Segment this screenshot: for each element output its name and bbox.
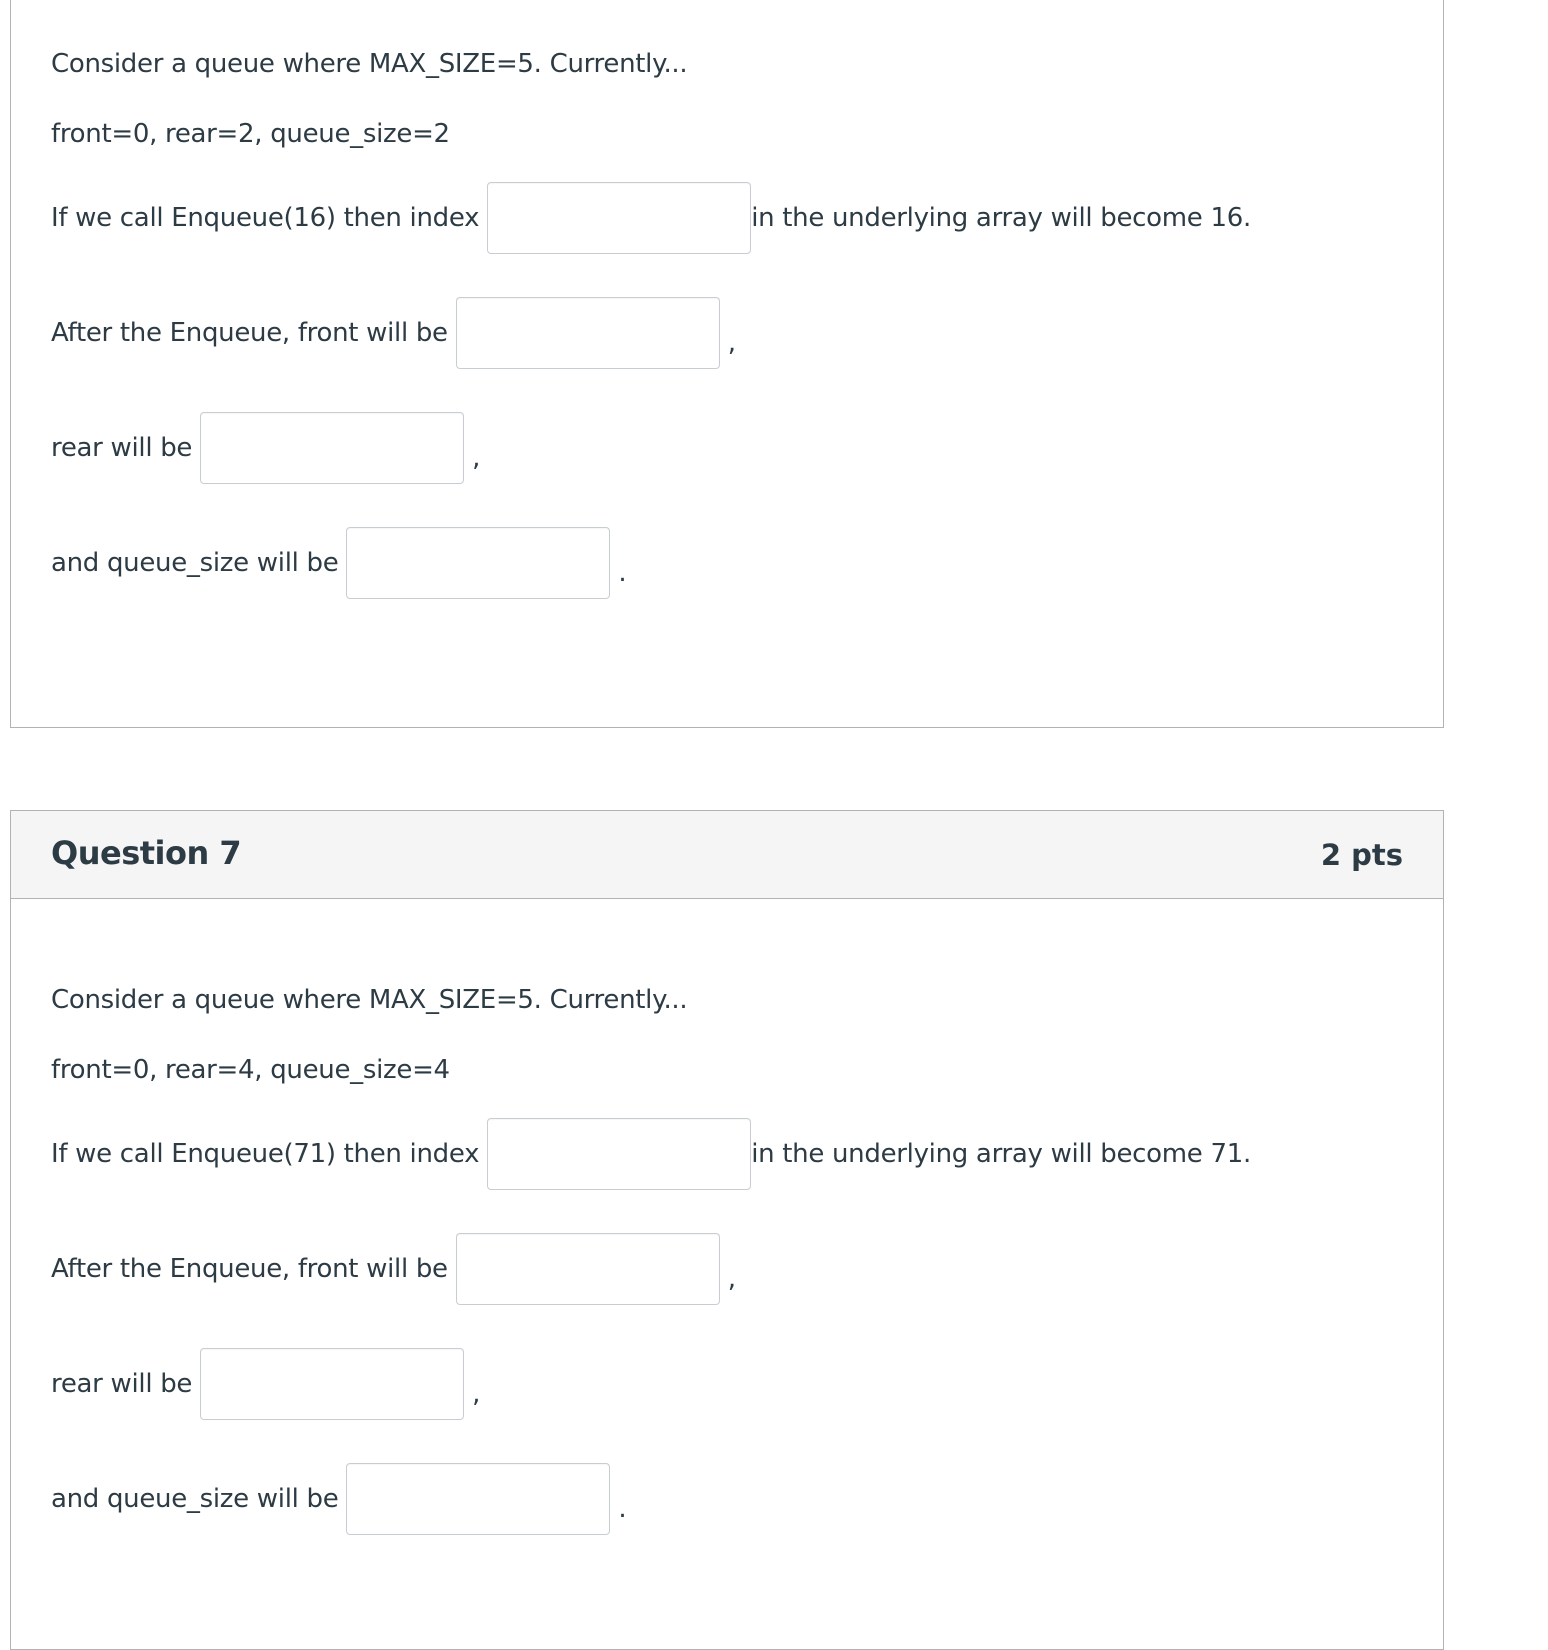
enqueue-suffix-text: in the underlying array will become 16.: [751, 203, 1251, 233]
question-6-state: front=0, rear=2, queue_size=2: [51, 119, 450, 149]
question-title: Question 7: [51, 834, 242, 872]
question-points: 2 pts: [1320, 838, 1403, 872]
question-7-state: front=0, rear=4, queue_size=4: [51, 1055, 450, 1085]
q6-index-input[interactable]: [487, 182, 751, 254]
front-label: After the Enqueue, front will be: [51, 1254, 448, 1284]
comma-punct: ,: [472, 443, 481, 473]
question-7-front-row: [51, 1233, 736, 1305]
enqueue-suffix-text: in the underlying array will become 71.: [751, 1139, 1251, 1169]
question-6-card: [10, 0, 1444, 728]
q7-size-input[interactable]: [346, 1463, 610, 1535]
question-6-size-row: [51, 527, 627, 599]
q6-rear-input[interactable]: [200, 412, 464, 484]
question-6-intro: Consider a queue where MAX_SIZE=5. Currently...: [51, 49, 688, 79]
q7-rear-input[interactable]: [200, 1348, 464, 1420]
q6-front-input[interactable]: [456, 297, 720, 369]
question-header: [11, 811, 1443, 899]
rear-label: rear will be: [51, 433, 193, 463]
question-7-rear-row: [51, 1348, 480, 1420]
enqueue-prefix-text: If we call Enqueue(71) then index: [51, 1139, 480, 1169]
question-7-enqueue-row: [51, 1118, 1251, 1190]
enqueue-prefix-text: If we call Enqueue(16) then index: [51, 203, 480, 233]
size-label: and queue_size will be: [51, 548, 339, 578]
comma-punct: ,: [727, 1264, 737, 1294]
comma-punct: ,: [472, 1379, 481, 1409]
size-label: and queue_size will be: [51, 1484, 339, 1514]
front-label: After the Enqueue, front will be: [51, 318, 448, 348]
period-punct: .: [618, 1494, 627, 1524]
question-6-enqueue-row: [51, 182, 1251, 254]
q7-index-input[interactable]: [487, 1118, 751, 1190]
question-7-size-row: [51, 1463, 627, 1535]
question-6-front-row: [51, 297, 736, 369]
question-7-intro: Consider a queue where MAX_SIZE=5. Currently...: [51, 985, 688, 1015]
question-7-card: [10, 810, 1444, 1650]
rear-label: rear will be: [51, 1369, 193, 1399]
comma-punct: ,: [727, 328, 737, 358]
q6-size-input[interactable]: [346, 527, 610, 599]
period-punct: .: [618, 558, 627, 588]
q7-front-input[interactable]: [456, 1233, 720, 1305]
question-6-rear-row: [51, 412, 480, 484]
